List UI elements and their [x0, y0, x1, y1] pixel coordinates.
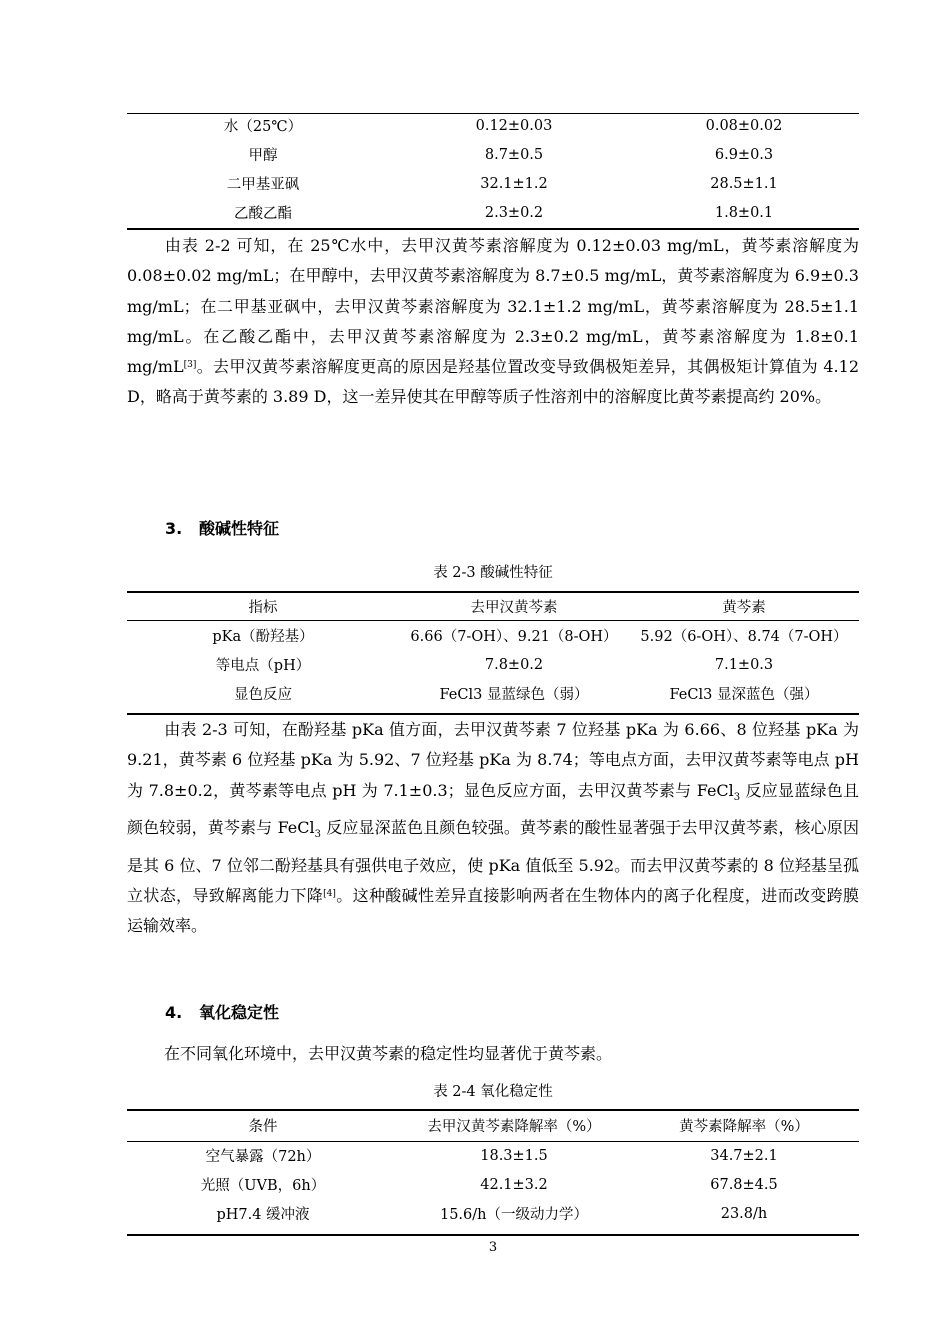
table-row: 显色反应 FeCl3 显蓝绿色（弱） FeCl3 显深蓝色（强）	[234, 687, 819, 703]
table-caption: 表 2-4 氧化稳定性	[433, 1084, 553, 1100]
citation: [4]	[323, 888, 336, 899]
table-row: 乙酸乙酯 2.3±0.2 1.8±0.1	[234, 204, 774, 222]
table-row: 等电点（pH） 7.8±0.2 7.1±0.3	[215, 656, 774, 674]
solubility-table	[127, 111, 859, 227]
table3-header-rule	[127, 1141, 859, 1142]
table-row: pKa（酚羟基） 6.66（7-OH）、9.21（8-OH） 5.92（6-OH）、8.74（7-OH）	[212, 629, 848, 645]
paragraph-oxidation: 在不同氧化环境中，去甲汉黄芩素的稳定性均显著优于黄芩素。	[164, 1044, 613, 1063]
table-row: 水（25℃） 0.12±0.03 0.08±0.02	[223, 117, 783, 135]
paragraph-acid-base: 由表 2-3 可知，在酚羟基 pKa 值方面，去甲汉黄芩素 7 位羟基 pKa 为 6.66、8 位羟基 pKa 为 9.21，黄芩素 6 位羟基 pKa 为 5.92、7 位羟基 pKa 为 8.74；等电点方面，去甲汉黄芩素等电点 pH 为 7.8±0.2，黄芩素等电点 pH 为 7.1±0.3；显色反应方面，去甲汉黄芩素与 FeCl$_3$ 反应显蓝绿色且颜色较弱，黄芩素与 FeCl$_3$ 反应显深蓝色且颜色较强。黄芩素的酸性显著强于去甲汉黄芩素，核心原因是其 6 位、7 位邻二酚羟基具有强供电子效应，使 pKa 值低至 5.92。而去甲汉黄芩素的 8 位羟基呈孤立状态，导致解离能力下降[4]。这种酸碱性差异直接影响两者在生物体内的离子化程度，进而改变跨膜运输效率。	[127, 720, 859, 936]
table-row: 二甲基亚砜 32.1±1.2 28.5±1.1	[226, 175, 778, 193]
table-caption: 表 2-3 酸碱性特征	[433, 565, 553, 581]
citation: [3]	[183, 360, 197, 371]
section-heading: 3. 酸碱性特征	[165, 519, 280, 538]
table1-bottom-rule	[127, 228, 859, 230]
table-header-row: 条件 去甲汉黄芩素降解率（%） 黄芩素降解率（%）	[248, 1119, 809, 1135]
section-heading: 4. 氧化稳定性	[165, 1003, 280, 1022]
paragraph-solubility: 由表 2-2 可知，在 25℃水中，去甲汉黄芩素溶解度为 0.12±0.03 mg/mL，黄芩素溶解度为 0.08±0.02 mg/mL；在甲醇中，去甲汉黄芩素溶解度为 8.7±0.5 mg/mL，黄芩素溶解度为 6.9±0.3 mg/mL；在二甲基亚砜中，去甲汉黄芩素溶解度为 32.1±1.2 mg/mL，黄芩素溶解度为 28.5±1.1 mg/mL。在乙酸乙酯中，去甲汉黄芩素溶解度为 2.3±0.2 mg/mL，黄芩素溶解度为 1.8±0.1 mg/mL[3]。去甲汉黄芩素溶解度更高的原因是羟基位置改变导致偶极矩差异，其偶极矩计算值为 4.12 D，略高于黄芩素的 3.89 D，这一差异使其在甲醇等质子性溶剂中的溶解度比黄芩素提高约 20%。	[127, 236, 859, 407]
page-number: 3	[488, 1240, 498, 1255]
table2-header-rule	[127, 620, 859, 621]
table-row: 甲醇 8.7±0.5 6.9±0.3	[248, 146, 774, 164]
table-header-row: 指标 去甲汉黄芩素 黄芩素	[248, 600, 766, 616]
oxidation-stability-table	[127, 1110, 859, 1228]
table-row: 光照（UVB，6h） 42.1±3.2 67.8±4.5	[200, 1176, 778, 1194]
acid-base-table	[127, 592, 859, 708]
table-row: 空气暴露（72h） 18.3±1.5 34.7±2.1	[205, 1147, 778, 1165]
table-row: pH7.4 缓冲液 15.6/h（一级动力学） 23.8/h	[216, 1205, 768, 1223]
table3-bottom-rule	[127, 1234, 859, 1236]
